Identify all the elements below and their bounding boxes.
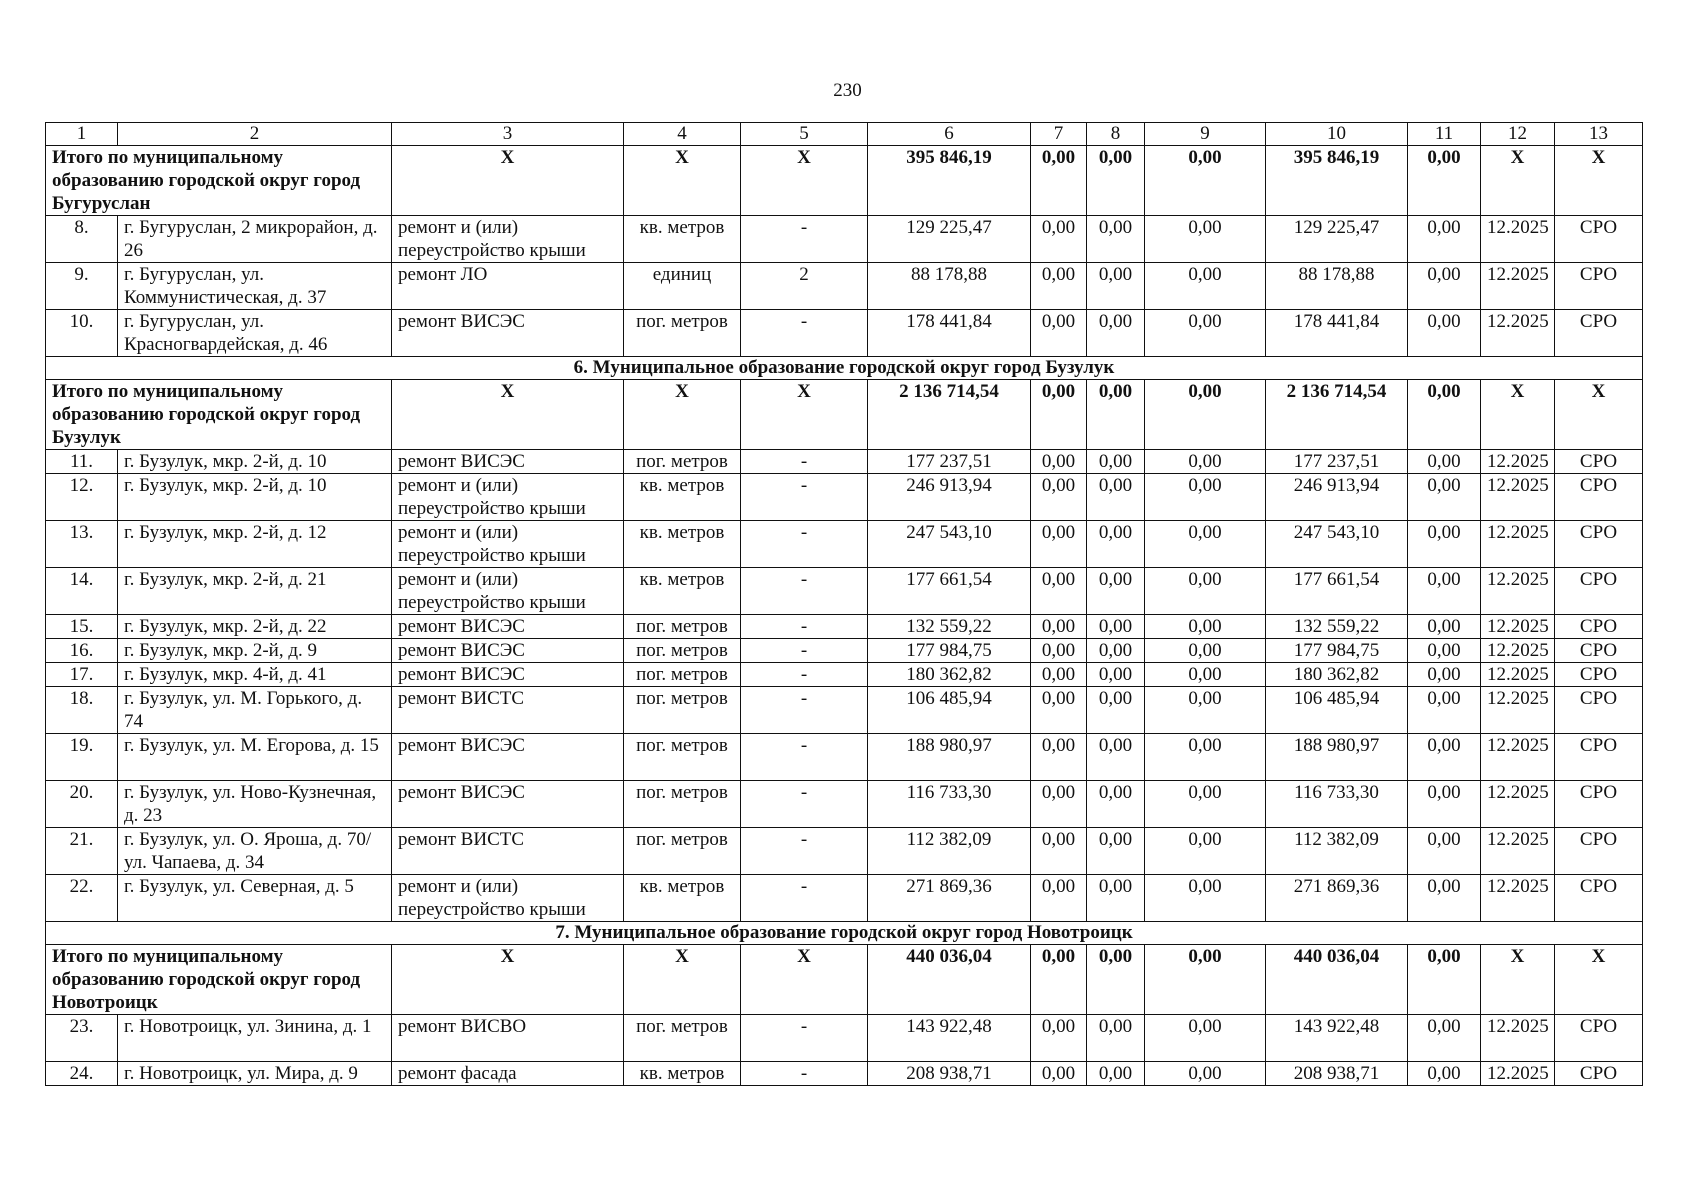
quantity: 2	[741, 263, 868, 310]
row-number: 14.	[46, 568, 118, 615]
quantity: -	[741, 1062, 868, 1086]
method: СРО	[1555, 521, 1643, 568]
unit: пог. метров	[624, 450, 741, 474]
deadline: 12.2025	[1481, 875, 1555, 922]
regional: 0,00	[1087, 521, 1145, 568]
row-number: 11.	[46, 450, 118, 474]
work-type: ремонт и (или) переустройство крыши	[392, 875, 624, 922]
work-type: ремонт ВИСЭС	[392, 615, 624, 639]
deadline: 12.2025	[1481, 568, 1555, 615]
local: 0,00	[1145, 568, 1266, 615]
other: 0,00	[1408, 450, 1481, 474]
column-number-13: 13	[1555, 123, 1643, 146]
unit: пог. метров	[624, 310, 741, 357]
table-row	[46, 734, 1643, 781]
work-type: ремонт ВИСВО	[392, 1015, 624, 1062]
quantity: -	[741, 875, 868, 922]
total-regional: 0,00	[1087, 146, 1145, 216]
owners: 180 362,82	[1266, 663, 1408, 687]
deadline: 12.2025	[1481, 1062, 1555, 1086]
column-number-8: 8	[1087, 123, 1145, 146]
deadline: 12.2025	[1481, 663, 1555, 687]
deadline: 12.2025	[1481, 828, 1555, 875]
method: СРО	[1555, 474, 1643, 521]
quantity: -	[741, 1015, 868, 1062]
total-deadline: X	[1481, 945, 1555, 1015]
total-work-type: X	[392, 146, 624, 216]
local: 0,00	[1145, 615, 1266, 639]
address: г. Бугуруслан, 2 микрорайон, д. 26	[118, 216, 392, 263]
unit: пог. метров	[624, 615, 741, 639]
quantity: -	[741, 615, 868, 639]
method: СРО	[1555, 450, 1643, 474]
fund: 0,00	[1031, 687, 1087, 734]
owners: 88 178,88	[1266, 263, 1408, 310]
owners: 177 661,54	[1266, 568, 1408, 615]
method: СРО	[1555, 568, 1643, 615]
table-row	[46, 216, 1643, 263]
table-row	[46, 663, 1643, 687]
quantity: -	[741, 568, 868, 615]
total-owners: 2 136 714,54	[1266, 380, 1408, 450]
cost: 208 938,71	[868, 1062, 1031, 1086]
regional: 0,00	[1087, 1062, 1145, 1086]
total-unit: X	[624, 146, 741, 216]
regional: 0,00	[1087, 687, 1145, 734]
unit: кв. метров	[624, 474, 741, 521]
work-type: ремонт ВИСЭС	[392, 310, 624, 357]
section-heading-row	[46, 922, 1643, 945]
other: 0,00	[1408, 734, 1481, 781]
other: 0,00	[1408, 568, 1481, 615]
total-other: 0,00	[1408, 945, 1481, 1015]
local: 0,00	[1145, 263, 1266, 310]
work-type: ремонт ВИСЭС	[392, 663, 624, 687]
total-label: Итого по муниципальному образованию городской округ город Бузулук	[46, 380, 392, 450]
total-local: 0,00	[1145, 945, 1266, 1015]
unit: кв. метров	[624, 216, 741, 263]
regional: 0,00	[1087, 734, 1145, 781]
work-type: ремонт ВИСТС	[392, 828, 624, 875]
address: г. Бузулук, ул. М. Горького, д. 74	[118, 687, 392, 734]
method: СРО	[1555, 263, 1643, 310]
table-row	[46, 875, 1643, 922]
owners: 178 441,84	[1266, 310, 1408, 357]
local: 0,00	[1145, 1062, 1266, 1086]
owners: 177 984,75	[1266, 639, 1408, 663]
total-method: X	[1555, 146, 1643, 216]
owners: 129 225,47	[1266, 216, 1408, 263]
address: г. Бузулук, мкр. 2-й, д. 21	[118, 568, 392, 615]
owners: 177 237,51	[1266, 450, 1408, 474]
other: 0,00	[1408, 639, 1481, 663]
local: 0,00	[1145, 474, 1266, 521]
other: 0,00	[1408, 474, 1481, 521]
address: г. Бузулук, мкр. 2-й, д. 22	[118, 615, 392, 639]
owners: 188 980,97	[1266, 734, 1408, 781]
column-number-2: 2	[118, 123, 392, 146]
unit: пог. метров	[624, 639, 741, 663]
total-fund: 0,00	[1031, 146, 1087, 216]
quantity: -	[741, 639, 868, 663]
quantity: -	[741, 734, 868, 781]
cost: 177 661,54	[868, 568, 1031, 615]
deadline: 12.2025	[1481, 687, 1555, 734]
address: г. Бузулук, мкр. 4-й, д. 41	[118, 663, 392, 687]
cost: 116 733,30	[868, 781, 1031, 828]
unit: пог. метров	[624, 687, 741, 734]
owners: 247 543,10	[1266, 521, 1408, 568]
column-number-10: 10	[1266, 123, 1408, 146]
method: СРО	[1555, 615, 1643, 639]
other: 0,00	[1408, 875, 1481, 922]
row-number: 15.	[46, 615, 118, 639]
total-work-type: X	[392, 380, 624, 450]
column-number-6: 6	[868, 123, 1031, 146]
fund: 0,00	[1031, 521, 1087, 568]
table-row	[46, 828, 1643, 875]
page-number: 230	[833, 80, 862, 101]
local: 0,00	[1145, 687, 1266, 734]
table-row	[46, 310, 1643, 357]
column-number-header	[46, 123, 1643, 146]
table-row	[46, 639, 1643, 663]
municipality-total-row	[46, 945, 1643, 1015]
table-row	[46, 1062, 1643, 1086]
column-number-12: 12	[1481, 123, 1555, 146]
column-number-5: 5	[741, 123, 868, 146]
total-quantity: X	[741, 146, 868, 216]
unit: кв. метров	[624, 875, 741, 922]
local: 0,00	[1145, 875, 1266, 922]
quantity: -	[741, 216, 868, 263]
other: 0,00	[1408, 521, 1481, 568]
deadline: 12.2025	[1481, 1015, 1555, 1062]
method: СРО	[1555, 1015, 1643, 1062]
deadline: 12.2025	[1481, 615, 1555, 639]
fund: 0,00	[1031, 639, 1087, 663]
method: СРО	[1555, 310, 1643, 357]
total-label: Итого по муниципальному образованию городской округ город Новотроицк	[46, 945, 392, 1015]
regional: 0,00	[1087, 828, 1145, 875]
regional: 0,00	[1087, 474, 1145, 521]
method: СРО	[1555, 828, 1643, 875]
address: г. Новотроицк, ул. Мира, д. 9	[118, 1062, 392, 1086]
other: 0,00	[1408, 663, 1481, 687]
total-regional: 0,00	[1087, 380, 1145, 450]
total-other: 0,00	[1408, 146, 1481, 216]
fund: 0,00	[1031, 615, 1087, 639]
regional: 0,00	[1087, 663, 1145, 687]
cost: 247 543,10	[868, 521, 1031, 568]
deadline: 12.2025	[1481, 263, 1555, 310]
cost: 178 441,84	[868, 310, 1031, 357]
row-number: 12.	[46, 474, 118, 521]
work-type: ремонт и (или) переустройство крыши	[392, 474, 624, 521]
cost: 112 382,09	[868, 828, 1031, 875]
local: 0,00	[1145, 734, 1266, 781]
address: г. Бузулук, мкр. 2-й, д. 12	[118, 521, 392, 568]
quantity: -	[741, 663, 868, 687]
total-quantity: X	[741, 945, 868, 1015]
fund: 0,00	[1031, 310, 1087, 357]
regional: 0,00	[1087, 216, 1145, 263]
unit: кв. метров	[624, 568, 741, 615]
deadline: 12.2025	[1481, 310, 1555, 357]
local: 0,00	[1145, 1015, 1266, 1062]
regional: 0,00	[1087, 639, 1145, 663]
total-deadline: X	[1481, 380, 1555, 450]
total-local: 0,00	[1145, 146, 1266, 216]
work-type: ремонт ВИСТС	[392, 687, 624, 734]
deadline: 12.2025	[1481, 450, 1555, 474]
method: СРО	[1555, 216, 1643, 263]
table-row	[46, 615, 1643, 639]
cost: 106 485,94	[868, 687, 1031, 734]
fund: 0,00	[1031, 1015, 1087, 1062]
deadline: 12.2025	[1481, 521, 1555, 568]
row-number: 16.	[46, 639, 118, 663]
row-number: 8.	[46, 216, 118, 263]
address: г. Бузулук, мкр. 2-й, д. 10	[118, 450, 392, 474]
row-number: 23.	[46, 1015, 118, 1062]
cost: 188 980,97	[868, 734, 1031, 781]
section-heading-row	[46, 357, 1643, 380]
table-row	[46, 687, 1643, 734]
table-row	[46, 474, 1643, 521]
local: 0,00	[1145, 781, 1266, 828]
unit: пог. метров	[624, 734, 741, 781]
table-row	[46, 781, 1643, 828]
regional: 0,00	[1087, 615, 1145, 639]
work-type: ремонт ВИСЭС	[392, 734, 624, 781]
unit: единиц	[624, 263, 741, 310]
other: 0,00	[1408, 781, 1481, 828]
quantity: -	[741, 310, 868, 357]
regional: 0,00	[1087, 263, 1145, 310]
deadline: 12.2025	[1481, 639, 1555, 663]
deadline: 12.2025	[1481, 734, 1555, 781]
row-number: 10.	[46, 310, 118, 357]
total-owners: 395 846,19	[1266, 146, 1408, 216]
row-number: 21.	[46, 828, 118, 875]
fund: 0,00	[1031, 828, 1087, 875]
local: 0,00	[1145, 663, 1266, 687]
method: СРО	[1555, 687, 1643, 734]
owners: 143 922,48	[1266, 1015, 1408, 1062]
address: г. Бузулук, ул. М. Егорова, д. 15	[118, 734, 392, 781]
fund: 0,00	[1031, 875, 1087, 922]
fund: 0,00	[1031, 1062, 1087, 1086]
unit: пог. метров	[624, 663, 741, 687]
total-cost: 395 846,19	[868, 146, 1031, 216]
fund: 0,00	[1031, 263, 1087, 310]
quantity: -	[741, 521, 868, 568]
owners: 246 913,94	[1266, 474, 1408, 521]
deadline: 12.2025	[1481, 781, 1555, 828]
fund: 0,00	[1031, 216, 1087, 263]
fund: 0,00	[1031, 663, 1087, 687]
fund: 0,00	[1031, 474, 1087, 521]
other: 0,00	[1408, 263, 1481, 310]
total-quantity: X	[741, 380, 868, 450]
local: 0,00	[1145, 639, 1266, 663]
total-other: 0,00	[1408, 380, 1481, 450]
row-number: 22.	[46, 875, 118, 922]
section-title: 6. Муниципальное образование городской округ город Бузулук	[46, 357, 1643, 380]
cost: 143 922,48	[868, 1015, 1031, 1062]
fund: 0,00	[1031, 734, 1087, 781]
table-row	[46, 263, 1643, 310]
work-type: ремонт ВИСЭС	[392, 781, 624, 828]
method: СРО	[1555, 734, 1643, 781]
address: г. Бузулук, мкр. 2-й, д. 9	[118, 639, 392, 663]
quantity: -	[741, 781, 868, 828]
quantity: -	[741, 828, 868, 875]
column-number-11: 11	[1408, 123, 1481, 146]
cost: 177 237,51	[868, 450, 1031, 474]
total-cost: 440 036,04	[868, 945, 1031, 1015]
table-row	[46, 1015, 1643, 1062]
regional: 0,00	[1087, 310, 1145, 357]
work-type: ремонт ВИСЭС	[392, 639, 624, 663]
fund: 0,00	[1031, 450, 1087, 474]
municipality-total-row	[46, 380, 1643, 450]
total-fund: 0,00	[1031, 945, 1087, 1015]
table-row	[46, 450, 1643, 474]
unit: пог. метров	[624, 828, 741, 875]
owners: 112 382,09	[1266, 828, 1408, 875]
total-deadline: X	[1481, 146, 1555, 216]
cost: 132 559,22	[868, 615, 1031, 639]
other: 0,00	[1408, 615, 1481, 639]
regional: 0,00	[1087, 781, 1145, 828]
quantity: -	[741, 687, 868, 734]
total-work-type: X	[392, 945, 624, 1015]
method: СРО	[1555, 875, 1643, 922]
quantity: -	[741, 450, 868, 474]
work-type: ремонт ЛО	[392, 263, 624, 310]
other: 0,00	[1408, 216, 1481, 263]
owners: 208 938,71	[1266, 1062, 1408, 1086]
total-method: X	[1555, 945, 1643, 1015]
row-number: 9.	[46, 263, 118, 310]
local: 0,00	[1145, 450, 1266, 474]
address: г. Бузулук, ул. Ново-Кузнечная, д. 23	[118, 781, 392, 828]
work-type: ремонт и (или) переустройство крыши	[392, 216, 624, 263]
cost: 177 984,75	[868, 639, 1031, 663]
regional: 0,00	[1087, 1015, 1145, 1062]
other: 0,00	[1408, 828, 1481, 875]
total-fund: 0,00	[1031, 380, 1087, 450]
cost: 271 869,36	[868, 875, 1031, 922]
unit: пог. метров	[624, 1015, 741, 1062]
work-type: ремонт и (или) переустройство крыши	[392, 521, 624, 568]
total-method: X	[1555, 380, 1643, 450]
method: СРО	[1555, 1062, 1643, 1086]
row-number: 17.	[46, 663, 118, 687]
cost: 180 362,82	[868, 663, 1031, 687]
deadline: 12.2025	[1481, 474, 1555, 521]
owners: 271 869,36	[1266, 875, 1408, 922]
address: г. Бугуруслан, ул. Красногвардейская, д. 46	[118, 310, 392, 357]
total-unit: X	[624, 945, 741, 1015]
row-number: 13.	[46, 521, 118, 568]
other: 0,00	[1408, 1062, 1481, 1086]
address: г. Бузулук, ул. О. Яроша, д. 70/ул. Чапаева, д. 34	[118, 828, 392, 875]
local: 0,00	[1145, 310, 1266, 357]
other: 0,00	[1408, 687, 1481, 734]
owners: 106 485,94	[1266, 687, 1408, 734]
fund: 0,00	[1031, 568, 1087, 615]
address: г. Бугуруслан, ул. Коммунистическая, д. 37	[118, 263, 392, 310]
column-number-1: 1	[46, 123, 118, 146]
method: СРО	[1555, 663, 1643, 687]
other: 0,00	[1408, 310, 1481, 357]
total-label: Итого по муниципальному образованию городской округ город Бугуруслан	[46, 146, 392, 216]
work-type: ремонт и (или) переустройство крыши	[392, 568, 624, 615]
owners: 132 559,22	[1266, 615, 1408, 639]
column-number-4: 4	[624, 123, 741, 146]
address: г. Бузулук, ул. Северная, д. 5	[118, 875, 392, 922]
row-number: 20.	[46, 781, 118, 828]
table-row	[46, 568, 1643, 615]
table-row	[46, 521, 1643, 568]
fund: 0,00	[1031, 781, 1087, 828]
regional: 0,00	[1087, 450, 1145, 474]
other: 0,00	[1408, 1015, 1481, 1062]
total-regional: 0,00	[1087, 945, 1145, 1015]
regional: 0,00	[1087, 568, 1145, 615]
row-number: 19.	[46, 734, 118, 781]
column-number-7: 7	[1031, 123, 1087, 146]
quantity: -	[741, 474, 868, 521]
method: СРО	[1555, 639, 1643, 663]
work-type: ремонт фасада	[392, 1062, 624, 1086]
column-number-3: 3	[392, 123, 624, 146]
cost: 88 178,88	[868, 263, 1031, 310]
cost: 246 913,94	[868, 474, 1031, 521]
address: г. Бузулук, мкр. 2-й, д. 10	[118, 474, 392, 521]
row-number: 18.	[46, 687, 118, 734]
capital-repair-table	[45, 122, 1643, 1086]
address: г. Новотроицк, ул. Зинина, д. 1	[118, 1015, 392, 1062]
cost: 129 225,47	[868, 216, 1031, 263]
work-type: ремонт ВИСЭС	[392, 450, 624, 474]
deadline: 12.2025	[1481, 216, 1555, 263]
row-number: 24.	[46, 1062, 118, 1086]
owners: 116 733,30	[1266, 781, 1408, 828]
unit: кв. метров	[624, 521, 741, 568]
column-number-9: 9	[1145, 123, 1266, 146]
regional: 0,00	[1087, 875, 1145, 922]
municipality-total-row	[46, 146, 1643, 216]
local: 0,00	[1145, 216, 1266, 263]
method: СРО	[1555, 781, 1643, 828]
unit: пог. метров	[624, 781, 741, 828]
total-unit: X	[624, 380, 741, 450]
local: 0,00	[1145, 521, 1266, 568]
total-cost: 2 136 714,54	[868, 380, 1031, 450]
unit: кв. метров	[624, 1062, 741, 1086]
section-title: 7. Муниципальное образование городской округ город Новотроицк	[46, 922, 1643, 945]
total-local: 0,00	[1145, 380, 1266, 450]
local: 0,00	[1145, 828, 1266, 875]
total-owners: 440 036,04	[1266, 945, 1408, 1015]
